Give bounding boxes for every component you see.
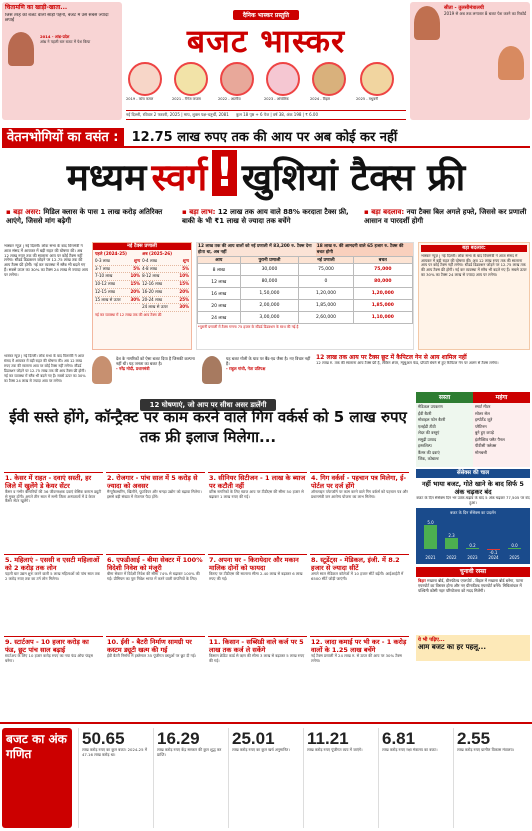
announcement-item xyxy=(208,472,307,551)
slab-rate: शून्य xyxy=(133,258,141,263)
slab-income: 8-12 लाख xyxy=(142,273,160,279)
list-item: एलईडी टीवी xyxy=(418,423,436,429)
masthead xyxy=(0,0,532,122)
slab-income: 3-7 लाख xyxy=(95,265,110,271)
slab-row xyxy=(142,266,189,274)
announcement-body: मैन्युफैक्चरिंग, खिलौने, फुटवियर और चमड़ा उद्योग को बढ़ावा मिलेगा। इससे बड़ी संख्या में रोजगार पैदा होंगे। xyxy=(107,489,202,499)
saree-image-icon xyxy=(266,62,300,96)
saree-image-icon xyxy=(220,62,254,96)
bullet-text: मिडिल क्लास के पास 1 लाख करोड़ अतिरिक्त आएंगे, जिससे मांग बढ़ेगी xyxy=(6,208,163,225)
list-item: सोलर सेल xyxy=(475,410,490,416)
announcement-item xyxy=(4,636,103,715)
savings-cell: 1,20,000 xyxy=(353,288,412,300)
savings-cell: 20 लाख xyxy=(198,300,241,312)
teaser-item xyxy=(172,62,212,108)
saree-image-icon xyxy=(312,62,346,96)
teaser-row xyxy=(126,62,406,108)
savings-cell: 30,000 xyxy=(240,264,299,276)
budget-figure-number: 25.01 xyxy=(232,729,275,748)
announcements-headline: ईवी सस्ते होंगे, कॉन्ट्रैक्ट पर काम करने वाले गिग वर्कर्स को 5 लाख रुपए तक फ्री इलाज मिलेगा... xyxy=(9,408,407,446)
sensex-value-label: 5.0 xyxy=(427,520,434,525)
chart-title: बजट के दिन सेंसेक्स का प्रदर्शन xyxy=(450,510,496,515)
teaser-item xyxy=(264,62,304,108)
slab-rate: 20% xyxy=(179,288,189,294)
masthead-supertitle: दैनिक भास्कर प्रस्तुति xyxy=(233,10,299,20)
right-feature-box xyxy=(410,2,530,120)
budget-figure-text: लाख करोड़ रुपए पूंजीगत व्यय में जाएंगे। xyxy=(307,747,363,752)
announcement-item xyxy=(208,636,307,715)
right-box-text: 2019 से अब तक लगातार 8 बजट पेश करने का रिकॉर्ड xyxy=(444,11,527,16)
announcement-body: वरिष्ठ नागरिकों के लिए ब्याज आय पर टीडीएस की सीमा 50 हजार से बढ़ाकर 1 लाख रुपए की गई। xyxy=(209,489,304,499)
slab-rate: 10% xyxy=(179,273,189,279)
teaser-label: 2025 - मधुबनी xyxy=(356,97,379,101)
sensex-year-label: 2021 xyxy=(425,555,436,560)
list-item: ईवी बैटरी xyxy=(418,410,432,416)
teaser-label: 2023 - आंचलिक xyxy=(264,97,289,101)
headline-part1: मध्यम xyxy=(66,156,147,199)
savings-col-header: बचत xyxy=(353,257,412,264)
teaser-label: 2021 - मैनेज कपास xyxy=(172,97,201,101)
election-box xyxy=(416,577,530,635)
budget-figure-text: लाख करोड़ रुपए का कुल खर्च अनुमानित। xyxy=(232,747,290,752)
sensex-year-label: 2023 xyxy=(467,555,478,560)
sensex-title: सेंसेक्स की चाल xyxy=(416,469,530,478)
capital-gain-strip xyxy=(316,354,530,388)
slab-row xyxy=(142,281,189,289)
announcement-item xyxy=(4,554,103,633)
announcement-title: 12. जादा कमाई पर भी कर - 1 करोड़ वालों के 1.25 लाख बचेंगे xyxy=(311,638,407,654)
slab-income: 24 लाख से ऊपर xyxy=(142,304,168,310)
list-item: मेडिकल उपकरण xyxy=(418,404,443,409)
budget-figure-text: लाख करोड़ रुपए का कुल बजट। 2024-25 में 47.16 लाख करोड़ था। xyxy=(82,747,147,757)
tax-slab-table xyxy=(92,242,192,350)
savings-cell: 0 xyxy=(299,276,353,288)
dateline-right: कुल 18 पृष्ठ + 6 पेज | वर्ष 38, अंक 198 | ₹ 6.00 xyxy=(236,112,319,117)
announcement-item xyxy=(106,472,205,551)
sensex-year-label: 2025 xyxy=(509,555,520,560)
slab-row xyxy=(142,297,189,305)
bullet-text: 12 लाख तक आय वाले 88% करदाता टैक्स फ्री, बाकी के भी ₹1 लाख से ज्यादा तक बचेंगे xyxy=(182,208,349,225)
slab-row xyxy=(142,273,189,281)
teaser-item xyxy=(218,62,258,108)
slab-income: 4-8 लाख xyxy=(142,265,157,271)
slab-income: 12-15 लाख xyxy=(95,288,115,294)
list-item: हस्तशिल्प xyxy=(418,443,432,448)
sensex-headline: नहीं भाया बजट, गोते खाने के बाद सिर्फ 5 अंक चढ़कर बंद xyxy=(422,480,524,496)
savings-cell: 1,85,000 xyxy=(353,300,412,312)
teaser-item xyxy=(310,62,350,108)
sensex-bar xyxy=(466,548,479,549)
list-item: समुद्री उत्पाद xyxy=(418,436,437,442)
headline-part2: स्वर्ग xyxy=(151,156,208,199)
announcement-title: 11. किसान - सब्सिडी वाले कर्ज पर 5 लाख तक कर्ज ले सकेंगे xyxy=(209,638,304,654)
opposition-leader-photo xyxy=(202,356,222,384)
budget-figure xyxy=(303,728,375,828)
old-regime-box xyxy=(418,242,530,350)
announcement-title: 2. रोजगार - पांच साल में 5 करोड़ से ज्यादा को अवसर xyxy=(107,474,198,490)
announcement-title: 8. स्टूडेंट्स - मेडिकल, इंजी. में 8.2 हजार से ज्यादा सीटें xyxy=(311,556,400,572)
saree-image-icon xyxy=(174,62,208,96)
slab-rate: 5% xyxy=(182,265,189,271)
announcement-item xyxy=(106,554,205,633)
slab-row xyxy=(95,266,140,274)
banner-text: 12.75 लाख रुपए तक की आय पर अब कोई कर नहीं xyxy=(131,130,398,145)
table-row xyxy=(198,264,413,276)
announcement-item xyxy=(310,636,409,715)
announcement-body: बीमा सेक्टर में विदेशी निवेश की सीमा 74% से बढ़ाकर 100% की गई। प्रीमियम का पूरा निवेश भारत में करने वाली कंपनियों के लिए। xyxy=(107,571,200,581)
teaser-label: 2024 - बिहार xyxy=(310,97,331,101)
quote-author: - नरेंद्र मोदी, प्रधानमंत्री xyxy=(116,366,150,371)
lead-story-text: भास्कर न्यूज़ | नई दिल्ली। लोक सभा के बाद वित्तमंत्री ने आज संसद में आयकर में बड़ी राहत की घोषणा की। अब 12 लाख रुपए तक की सालाना आय पर कोई टैक्स नहीं लगेगा। स्टैंडर्ड डिडक्शन जोड़ने पर 12.75 लाख तक की आय टैक्स फ्री होगी। नई कर व्यवस्था में स्लैब भी बदले गए हैं। सबसे ऊपर का 30% का टैक्स 24 लाख से ज्यादा आय पर लगेगा। xyxy=(4,244,88,277)
quote-rahul xyxy=(226,356,312,371)
quote-author: - राहुल गांधी, नेता प्रतिपक्ष xyxy=(226,366,266,371)
savings-cell: 8 लाख xyxy=(198,264,241,276)
announcements-grid xyxy=(4,472,412,720)
savings-head-right: 18 लाख रु. की आमदनी वाले 65 हजार रु. टैक्स की बचत होगी xyxy=(316,243,413,256)
slab-income: 10-12 लाख xyxy=(95,281,115,287)
savings-head-left: 12 लाख तक की आय वालों को नई प्रणाली में 83,200 रु. टैक्स देना होता था, अब नहीं xyxy=(197,243,316,256)
left-box-title: चितामणि का खाड़ी-खाता... xyxy=(5,4,68,11)
main-headline xyxy=(2,150,530,206)
left-box-caption: 2014 - आंध्र-प्रदेश आंध्र ने पहली बार बजट में पेश किया xyxy=(40,34,91,44)
headline-part3: खुशियां टैक्स फ्री xyxy=(241,156,466,199)
sensex-value-label: -0.1 xyxy=(489,550,498,555)
slab-new-heading: अब (2025-26) xyxy=(142,251,173,256)
announcement-title: 6. एफडीआई - बीमा सेक्टर में 100% विदेशी निवेश को मंजूरी xyxy=(107,556,203,572)
announcement-body: कैंसर व गंभीर बीमारियों की 36 जीवनरक्षक दवाएं बेसिक कस्टम ड्यूटी से मुक्त होंगी। अगले तीन साल में सभी जिला अस्पतालों में डे केयर कैंसर सेंटर खुलेंगे। xyxy=(5,489,102,504)
budget-figure xyxy=(453,728,525,828)
budget-figure-text: लाख करोड़ रुपए केंद्र सरकार की कुल शुद्ध कर प्राप्ति। xyxy=(157,747,222,757)
teaser-label: 2019 - कांच कमल xyxy=(126,97,154,101)
bullet-lead: बड़ा लाभ: xyxy=(189,208,216,216)
list-item: इंटरैक्टिव फ्लैट पैनल xyxy=(475,436,505,442)
quote-pm xyxy=(116,356,198,371)
budget-figure xyxy=(78,728,150,828)
bullet-item: ▪ बड़ा असर: मिडिल क्लास के पास 1 लाख करोड़ अतिरिक्त आएंगे, जिससे मांग बढ़ेगी xyxy=(6,208,163,225)
ribbon-text: 12 घोषणाएं, जो आप पर सीधा असर डालेंगी xyxy=(140,399,277,411)
section-banner xyxy=(2,126,530,148)
announcements-ribbon xyxy=(4,392,412,409)
list-item: कैंसर की दवाएं xyxy=(418,449,440,455)
right-box-title: सीता - तुलसीमंत्रालयी xyxy=(444,5,484,11)
budget-figure-number: 11.21 xyxy=(307,729,349,748)
slab-income: 15 लाख से ऊपर xyxy=(95,296,121,302)
savings-cell: 1,85,000 xyxy=(299,300,353,312)
budget-figure xyxy=(153,728,225,828)
sensex-chart xyxy=(416,508,530,564)
savings-cell: 24 लाख xyxy=(198,312,241,324)
slab-row xyxy=(142,304,189,312)
announcement-title: 3. सीनियर सिटीजन - 1 लाख के ब्याज पर कटौती नहीं xyxy=(209,474,306,490)
slab-row xyxy=(95,258,140,266)
election-text: मखाना बोर्ड, ग्रीनफील्ड एयरपोर्ट - बिहार में मखाना बोर्ड बनेगा, पटना एयरपोर्ट का विस्तार होगा और नए ग्रीनफील्ड एयरपोर्ट बनेंगे। मिथिलांचल में पश्चिमी कोसी नहर परियोजना को मदद मिलेगी। xyxy=(418,578,524,593)
right-sidebar xyxy=(416,392,530,722)
sensex-bar xyxy=(445,538,458,549)
slab-row xyxy=(95,289,140,297)
announcement-item xyxy=(106,636,205,715)
announcement-title: 1. केसर में राहत - दवाएं सस्ती, हर जिले में खुलेंगे डे केयर सेंटर xyxy=(5,474,92,490)
announcement-body: स्टार्टअप के लिए 10 हजार करोड़ रुपए का नया फंड ऑफ फंड्स बनेगा। xyxy=(5,653,93,663)
announcement-body: नई टैक्स प्रणाली में 24 लाख रु. से ऊपर की आय पर 30% टैक्स लगेगा। xyxy=(311,653,402,663)
slab-rate: 15% xyxy=(130,281,141,287)
slab-old-heading: पहले (2024-25) xyxy=(95,251,127,256)
election-title: चुनावी रस्सा xyxy=(416,567,530,577)
savings-col-header: नई प्रणाली xyxy=(299,257,353,264)
read-more-box[interactable] xyxy=(416,635,530,661)
footer-label: बजट का अंक गणित xyxy=(2,728,72,828)
sensex-bar xyxy=(508,548,521,549)
old-regime-text: भास्कर न्यूज़ | नई दिल्ली। लोक सभा के बाद वित्तमंत्री ने आज संसद में आयकर में बड़ी राहत की घोषणा की। अब 12 लाख रुपए तक की सालाना आय पर कोई टैक्स नहीं लगेगा। स्टैंडर्ड डिडक्शन जोड़ने पर 12.75 लाख तक की आय टैक्स फ्री होगी। नई कर व्यवस्था में स्लैब भी बदले गए हैं। सबसे ऊपर का 30% का टैक्स 24 लाख से ज्यादा आय पर लगेगा। xyxy=(421,254,527,277)
budget-figure-text: लाख करोड़ रुपए रक्षा मंत्रालय का बजट। xyxy=(382,747,438,752)
savings-col-header: पुरानी प्रणाली xyxy=(240,257,299,264)
slab-income: 20-24 लाख xyxy=(142,296,162,302)
announcement-body: ईवी बैटरी निर्माण में इस्तेमाल 35 पूंजीगत वस्तुओं पर छूट दी गई। xyxy=(107,653,196,658)
bullet-lead: बड़ा बदलाव: xyxy=(371,208,405,216)
budget-figure xyxy=(378,728,450,828)
dateline: नई दिल्ली, रविवार 2 फरवरी, 2025 | माघ, शुक्ल पक्ष-चतुर्थी, 2081 xyxy=(126,112,229,117)
sensex-year-label: 2024 xyxy=(488,555,499,560)
slab-row xyxy=(95,273,140,281)
savings-cell: 1,20,000 xyxy=(299,288,353,300)
sensex-text: बजट के दिन सेंसेक्स दिन भर उतार-चढ़ाव के बाद 5 अंक चढ़कर 77,505 पर बंद हुआ। xyxy=(416,496,530,505)
slab-rate: 30% xyxy=(179,304,189,310)
list-item: पीवीसी फ्लेक्स xyxy=(475,443,497,448)
slab-rate: 15% xyxy=(179,281,189,287)
slab-rate: 20% xyxy=(130,288,141,294)
pm-photo xyxy=(92,356,112,384)
slab-income: 0-3 लाख xyxy=(95,258,110,263)
savings-cell: 2,00,000 xyxy=(240,300,299,312)
announcement-title: 7. अपना घर - किरायेदार और मकान मालिक दोनों को फायदा xyxy=(209,556,299,572)
savings-cell: 75,000 xyxy=(353,264,412,276)
headline-exclaim: ! xyxy=(212,150,236,196)
slab-old-list xyxy=(95,258,140,312)
slab-income: 7-10 लाख xyxy=(95,273,113,279)
dateline-bar xyxy=(126,110,406,120)
budget-figure-number: 50.65 xyxy=(82,729,125,748)
savings-cell: 1,50,000 xyxy=(240,288,299,300)
savings-col-header: आय xyxy=(198,257,241,264)
announcement-title: 10. ईवी - बैटरी निर्माण सामग्री पर कस्टम ड्यूटी खत्म की गई xyxy=(107,638,192,654)
announcement-item xyxy=(310,472,409,551)
slab-title: नई टैक्स प्रणाली xyxy=(93,243,191,250)
strip-title: 12 लाख तक आय पर टैक्स छूट में कैपिटल गेन से आय शामिल नहीं xyxy=(316,354,467,361)
list-item: प्लैटिनम xyxy=(475,423,487,429)
finance-minister-portrait xyxy=(498,46,524,80)
footer-strip xyxy=(0,722,532,831)
announcement-title: 5. महिलाएं - एससी व एसटी महिलाओं को 2 करोड़ तक लोन xyxy=(5,556,100,572)
bullet-lead: बड़ा असर: xyxy=(13,208,41,216)
budget-figure-number: 2.55 xyxy=(457,729,491,748)
list-item: स्मार्ट मीटर xyxy=(475,404,491,409)
teaser-label: 2022 - आत्मीय xyxy=(218,97,241,101)
cheap-list xyxy=(416,403,473,467)
saree-image-icon xyxy=(360,62,394,96)
announcement-body: ऑनलाइन प्लेटफॉर्म पर काम करने वाले गिग वर्कर्स को पहचान पत्र और प्रधानमंत्री जन आरोग्य योजना का लाभ मिलेगा। xyxy=(311,489,408,499)
list-item: बुने हुए कपड़े xyxy=(475,430,494,435)
sensex-value-label: 0.0 xyxy=(511,543,518,548)
slab-income: 16-20 लाख xyxy=(142,288,162,294)
strip-text: 12 लाख रु. तक की सालाना आय टैक्स फ्री है, लेकिन शेयर, म्यूचुअल फंड, प्रॉपर्टी बेचने से हुए कैपिटल गेन पर अलग से टैक्स लगेगा। xyxy=(316,361,499,365)
old-regime-title: बड़ा बदलाव: xyxy=(421,245,527,252)
banner-label: वेतनभोगियों का वसंत : xyxy=(2,128,124,148)
bullet-row xyxy=(2,208,530,236)
sensex-value-label: 2.3 xyxy=(448,532,455,538)
sensex-value-label: 0.2 xyxy=(469,543,476,548)
announcement-body: अगले साल मेडिकल कॉलेजों में 10 हजार सीटें बढ़ेंगी। आईआईटी में 6500 सीटें जोड़ी जाएंगी। xyxy=(311,571,404,581)
left-feature-box xyxy=(2,2,122,120)
list-item: इम्पोर्टेड जूते xyxy=(475,417,493,422)
savings-cell: 80,000 xyxy=(240,276,299,288)
finance-minister-photo xyxy=(8,32,34,66)
savings-cell: 2,60,000 xyxy=(299,312,353,324)
slab-rate: 25% xyxy=(179,296,189,302)
announcement-body: पहली बार उद्यम शुरू करने वाली 5 लाख महिलाओं को पांच साल तक 2 करोड़ रुपए तक का टर्म लोन मिलेगा। xyxy=(5,571,100,581)
cheap-title: सस्ता xyxy=(416,392,473,403)
slab-rate: 5% xyxy=(133,265,141,271)
election-lead: बिहार xyxy=(418,578,426,583)
announcement-item xyxy=(208,554,307,633)
slab-row xyxy=(95,297,140,305)
announcement-title: 4. गिग वर्कर्स - पहचान पत्र मिलेगा, ई-पोर्टल पर दर्ज होंगे xyxy=(311,474,407,490)
quote-text: यह बजट गोली के घाव पर बैंड-एड जैसा है। नए विचार नहीं हैं। xyxy=(226,356,311,366)
budget-figure-number: 16.29 xyxy=(157,729,200,748)
savings-cell: 80,000 xyxy=(353,276,412,288)
savings-cell: 75,000 xyxy=(299,264,353,276)
slab-rate: 10% xyxy=(130,273,141,279)
cheap-costly-lists xyxy=(416,403,530,467)
sensex-bar xyxy=(424,525,437,549)
savings-cell: 12 लाख xyxy=(198,276,241,288)
slab-new-list xyxy=(142,258,189,312)
list-item: मोमबत्ती xyxy=(475,449,487,455)
sensex-year-label: 2022 xyxy=(446,555,457,560)
budget-figure-text: लाख करोड़ रुपए ग्रामीण विकास मंत्रालय। xyxy=(457,747,514,752)
teaser-item xyxy=(356,62,404,108)
bullet-item: ▪ बड़ा बदलाव: नया टैक्स बिल अगले हफ्ते, जिससे कर प्रणाली आसान व पारदर्शी होगी xyxy=(364,208,527,225)
savings-table xyxy=(197,256,413,324)
table-row xyxy=(198,312,413,324)
quote-text: देश के नागरिकों को ऐसा बजट दिया है जिसकी कल्पना नहीं थी। यह जनता का बजट है। xyxy=(116,356,195,366)
table-row xyxy=(198,300,413,312)
slab-row xyxy=(95,281,140,289)
sensex-bar-chart xyxy=(418,515,528,561)
budget-figure-number: 6.81 xyxy=(382,729,416,748)
slab-rate: 30% xyxy=(130,296,141,302)
announcement-body: किराए पर टीडीएस की सालाना सीमा 2.40 लाख से बढ़ाकर 6 लाख रुपए की गई। xyxy=(209,571,303,581)
list-item: जिंक, कोबाल्ट xyxy=(418,456,439,461)
finance-minister-portrait xyxy=(414,6,440,40)
slab-income: 0-4 लाख xyxy=(142,258,157,263)
quote-left-text: भास्कर न्यूज़ | नई दिल्ली। लोक सभा के बाद वित्तमंत्री ने आज संसद में आयकर में बड़ी राहत की घोषणा की। अब 12 लाख रुपए तक की सालाना आय पर कोई टैक्स नहीं लगेगा। स्टैंडर्ड डिडक्शन जोड़ने पर 12.75 लाख तक की आय टैक्स फ्री होगी। नई कर व्यवस्था में स्लैब भी बदले गए हैं। सबसे ऊपर का 30% का टैक्स 24 लाख से ज्यादा आय पर लगेगा। xyxy=(4,354,86,383)
savings-footnote: *पुरानी प्रणाली में टैक्स गणना 75 हजार के स्टैंडर्ड डिडक्शन के साथ की गई है xyxy=(198,325,299,329)
bullet-text: नया टैक्स बिल अगले हफ्ते, जिससे कर प्रणाली आसान व पारदर्शी होगी xyxy=(364,208,527,225)
read-more-text: आम बजट का हर पहलू... xyxy=(418,643,486,651)
list-item: मोबाइल फोन बैटरी xyxy=(418,417,446,422)
masthead-center xyxy=(126,2,406,60)
savings-cell: 3,00,000 xyxy=(240,312,299,324)
cheap-costly-header xyxy=(416,392,530,403)
teaser-item xyxy=(126,62,166,108)
saree-image-icon xyxy=(128,62,162,96)
savings-cell: 16 लाख xyxy=(198,288,241,300)
slab-row xyxy=(142,258,189,266)
costly-list xyxy=(473,403,530,467)
budget-figure xyxy=(228,728,300,828)
quote-row xyxy=(4,354,530,388)
left-box-text: जिस तरह की बजट वाली साड़ी पहनी, बजट में उसे सबसे ज्यादा छपाई xyxy=(5,13,109,23)
announcement-item xyxy=(4,472,103,551)
table-row xyxy=(198,276,413,288)
read-more-label: ये भी पढ़िए... xyxy=(418,637,445,643)
slab-rate: शून्य xyxy=(182,258,189,263)
slab-income: 12-16 लाख xyxy=(142,281,162,287)
announcement-title: 9. स्टार्टअप - 10 हजार करोड़ का फंड, छूट पांच साल बढ़ाई xyxy=(5,638,89,654)
announcement-item xyxy=(310,554,409,633)
announcement-body: किसान क्रेडिट कार्ड से ऋण की सीमा 3 लाख से बढ़ाकर 5 लाख रुपए की गई। xyxy=(209,653,305,663)
list-item: लेदर की वस्तुएं xyxy=(418,430,440,435)
costly-title: महंगा xyxy=(473,392,530,403)
savings-cell: 1,10,000 xyxy=(353,312,412,324)
savings-table-box xyxy=(196,242,414,350)
slab-note: नई कर व्यवस्था में 12 लाख तक की आय टैक्स फ्री xyxy=(95,312,162,317)
masthead-logo: बजट भास्कर xyxy=(186,22,346,60)
bullet-item: ▪ बड़ा लाभ: 12 लाख तक आय वाले 88% करदाता टैक्स फ्री, बाकी के भी ₹1 लाख से ज्यादा तक बचेंगे xyxy=(182,208,349,225)
table-row xyxy=(198,288,413,300)
slab-row xyxy=(142,289,189,297)
